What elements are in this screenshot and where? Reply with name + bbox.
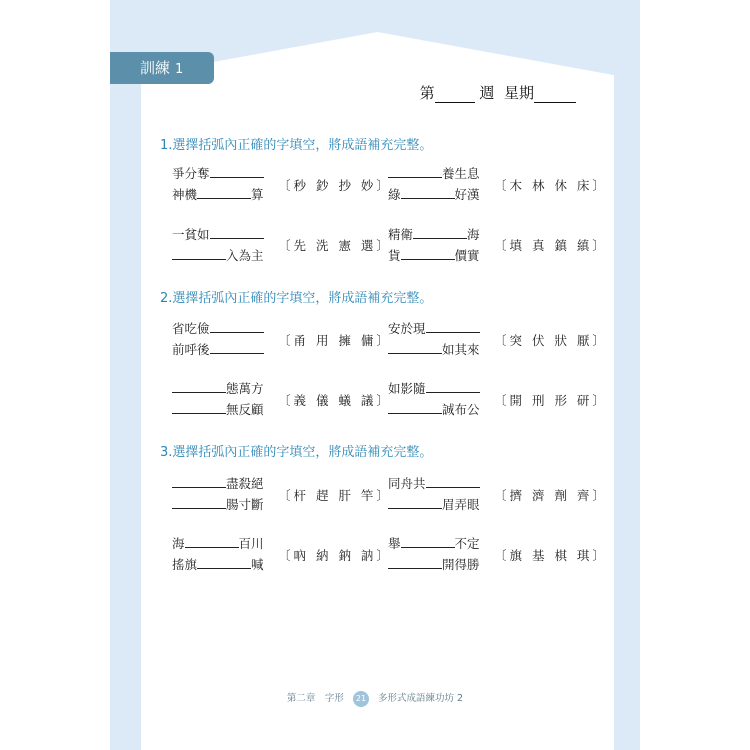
tab-number: 1 <box>175 62 184 77</box>
choice-set-8: 〔開 刑 形 研〕 <box>494 393 608 408</box>
idiom-item-4: 精衛 海 貨 價實 <box>388 224 480 266</box>
choice-set-9: 〔杆 趕 肝 竿〕 <box>278 488 392 503</box>
answer-blank[interactable] <box>413 224 467 239</box>
answer-blank[interactable] <box>210 224 264 239</box>
footer-chapter: 第二章 字形 <box>286 693 344 704</box>
idiom-item-8: 如影隨 誠布公 <box>388 378 480 420</box>
idiom-item-12: 舉 不定 開得勝 <box>388 533 480 575</box>
section-3-title: 3.選擇括弧內正確的字填空，將成語補充完整。 <box>160 445 433 460</box>
week-label: 週 <box>479 84 495 102</box>
week-number-blank[interactable] <box>435 88 475 103</box>
choice-set-6: 〔突 伏 狀 厭〕 <box>494 333 608 348</box>
choice-set-12: 〔旗 基 棋 琪〕 <box>494 548 608 563</box>
week-prefix: 第 <box>419 84 435 102</box>
answer-blank[interactable] <box>172 378 226 393</box>
training-tab <box>110 52 214 84</box>
tab-label: 訓練 <box>140 59 171 77</box>
answer-blank[interactable] <box>172 245 226 260</box>
idiom-item-5: 省吃儉 前呼後 <box>172 318 264 360</box>
choice-set-2: 〔木 林 休 床〕 <box>494 178 608 193</box>
idiom-item-9: 盡殺絕 腸寸斷 <box>172 473 264 515</box>
idiom-item-1: 爭分奪 神機 算 <box>172 163 264 205</box>
idiom-item-6: 安於現 如其來 <box>388 318 480 360</box>
week-date-line <box>420 82 576 103</box>
answer-blank[interactable] <box>185 533 239 548</box>
answer-blank[interactable] <box>210 318 264 333</box>
idiom-item-10: 同舟共 眉弄眼 <box>388 473 480 515</box>
choice-set-11: 〔吶 納 鈉 訥〕 <box>278 548 392 563</box>
choice-set-4: 〔填 真 鎮 縝〕 <box>494 238 608 253</box>
answer-blank[interactable] <box>210 339 264 354</box>
answer-blank[interactable] <box>210 163 264 178</box>
answer-blank[interactable] <box>172 494 226 509</box>
answer-blank[interactable] <box>401 184 455 199</box>
answer-blank[interactable] <box>388 399 442 414</box>
answer-blank[interactable] <box>197 554 251 569</box>
answer-blank[interactable] <box>426 378 480 393</box>
weekday-label: 星期 <box>503 84 534 102</box>
choice-set-1: 〔秒 鈔 抄 妙〕 <box>278 178 392 193</box>
section-2-title: 2.選擇括弧內正確的字填空，將成語補充完整。 <box>160 291 433 306</box>
page-number: 21 <box>353 691 369 707</box>
answer-blank[interactable] <box>388 163 442 178</box>
footer-book-title: 多形式成語練功坊 2 <box>378 693 464 704</box>
page-footer <box>0 690 750 707</box>
answer-blank[interactable] <box>426 473 480 488</box>
idiom-item-3: 一貧如 入為主 <box>172 224 264 266</box>
weekday-blank[interactable] <box>534 88 576 103</box>
choice-set-7: 〔義 儀 蟻 議〕 <box>278 393 392 408</box>
answer-blank[interactable] <box>401 533 455 548</box>
idiom-item-11: 海 百川 搖旗 喊 <box>172 533 264 575</box>
answer-blank[interactable] <box>388 494 442 509</box>
answer-blank[interactable] <box>401 245 455 260</box>
choice-set-10: 〔擠 濟 劑 齊〕 <box>494 488 608 503</box>
answer-blank[interactable] <box>388 554 442 569</box>
idiom-item-2: 養生息 綠 好漢 <box>388 163 480 205</box>
choice-set-3: 〔先 洗 憲 選〕 <box>278 238 392 253</box>
choice-set-5: 〔甬 用 擁 傭〕 <box>278 333 392 348</box>
answer-blank[interactable] <box>388 339 442 354</box>
answer-blank[interactable] <box>426 318 480 333</box>
section-1-title: 1.選擇括弧內正確的字填空，將成語補充完整。 <box>160 138 433 153</box>
answer-blank[interactable] <box>197 184 251 199</box>
idiom-item-7: 態萬方 無反顧 <box>172 378 264 420</box>
answer-blank[interactable] <box>172 399 226 414</box>
answer-blank[interactable] <box>172 473 226 488</box>
